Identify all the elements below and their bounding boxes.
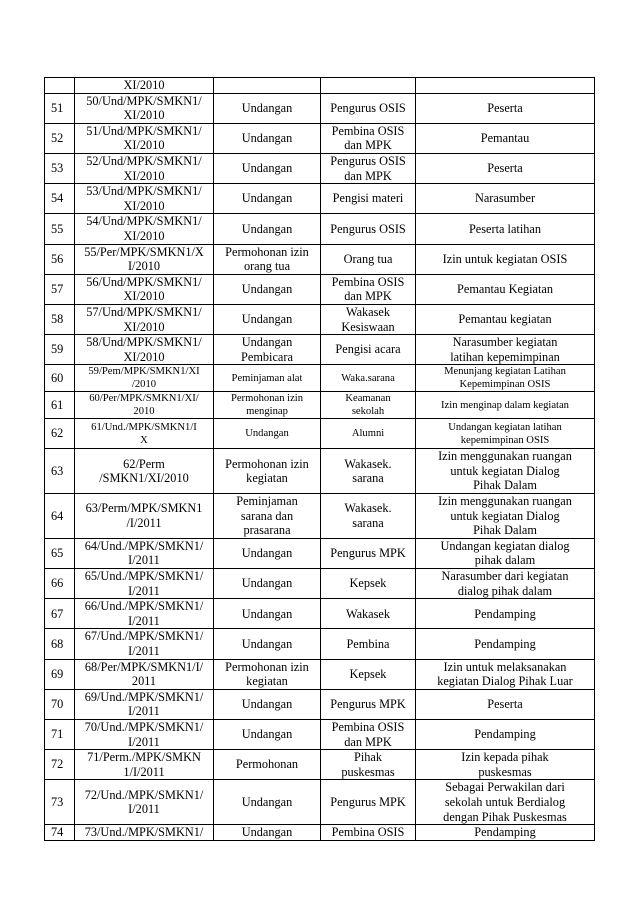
row-number-cell: 71 (45, 719, 75, 749)
description-cell: Izin menggunakan ruangan untuk kegiatan Dialog Pihak Dalam (416, 449, 595, 494)
row-number-cell: 63 (45, 449, 75, 494)
row-number-cell: 52 (45, 123, 75, 153)
letter-type-cell: Permohonan (214, 750, 321, 780)
table-row (45, 629, 595, 659)
description-cell: Pemantau Kegiatan (416, 274, 595, 304)
table-row (45, 93, 595, 123)
table-row (45, 365, 595, 392)
letter-number-cell: 58/Und/MPK/SMKN1/ XI/2010 (75, 335, 214, 365)
letter-number-cell: 67/Und./MPK/SMKN1/ I/2011 (75, 629, 214, 659)
table-row (45, 392, 595, 419)
letter-number-cell: 51/Und/MPK/SMKN1/ XI/2010 (75, 123, 214, 153)
letter-type-cell: Undangan (214, 569, 321, 599)
recipient-cell: Pengurus OSIS dan MPK (321, 153, 416, 183)
row-number-cell: 53 (45, 153, 75, 183)
recipient-cell: Wakasek. sarana (321, 449, 416, 494)
description-cell: Menunjang kegiatan Latihan Kepemimpinan OSIS (416, 365, 595, 392)
letter-type-cell: Undangan (214, 689, 321, 719)
row-number-cell: 67 (45, 599, 75, 629)
letter-number-cell: 68/Per/MPK/SMKN1/I/ 2011 (75, 659, 214, 689)
table-row (45, 494, 595, 539)
description-cell: Peserta (416, 689, 595, 719)
description-cell: Sebagai Perwakilan dari sekolah untuk Berdialog dengan Pihak Puskesmas (416, 780, 595, 825)
letter-number-cell: 72/Und./MPK/SMKN1/ I/2011 (75, 780, 214, 825)
row-number-cell: 62 (45, 419, 75, 449)
row-number-cell: 74 (45, 825, 75, 841)
letter-type-cell: Undangan (214, 214, 321, 244)
recipient-cell: Wakasek Kesiswaan (321, 304, 416, 334)
letter-type-cell: Peminjaman sarana dan prasarana (214, 494, 321, 539)
letter-number-cell: 60/Per/MPK/SMKN1/XI/ 2010 (75, 392, 214, 419)
recipient-cell: Pihak puskesmas (321, 750, 416, 780)
letters-table (44, 77, 595, 841)
table-row (45, 569, 595, 599)
recipient-cell: Kepsek (321, 569, 416, 599)
letter-type-cell: Permohonan izin menginap (214, 392, 321, 419)
letter-type-cell: Permohonan izin orang tua (214, 244, 321, 274)
row-number-cell: 51 (45, 93, 75, 123)
description-cell: Peserta (416, 93, 595, 123)
recipient-cell: Kepsek (321, 659, 416, 689)
table-row (45, 274, 595, 304)
recipient-cell: Orang tua (321, 244, 416, 274)
letter-type-cell: Undangan (214, 123, 321, 153)
description-cell (416, 78, 595, 94)
letter-type-cell: Undangan (214, 538, 321, 568)
row-number-cell: 72 (45, 750, 75, 780)
table-row (45, 335, 595, 365)
row-number-cell: 60 (45, 365, 75, 392)
letter-type-cell: Undangan (214, 153, 321, 183)
row-number-cell: 56 (45, 244, 75, 274)
table-row (45, 719, 595, 749)
table-row (45, 599, 595, 629)
description-cell: Izin untuk melaksanakan kegiatan Dialog Pihak Luar (416, 659, 595, 689)
letter-type-cell: Undangan (214, 629, 321, 659)
table-row (45, 214, 595, 244)
row-number-cell: 69 (45, 659, 75, 689)
description-cell: Peserta (416, 153, 595, 183)
description-cell: Undangan kegiatan latihan kepemimpinan OSIS (416, 419, 595, 449)
table-row (45, 244, 595, 274)
table-row (45, 78, 595, 94)
letter-number-cell: 63/Perm/MPK/SMKN1 /I/2011 (75, 494, 214, 539)
recipient-cell: Waka.sarana (321, 365, 416, 392)
description-cell: Pemantau kegiatan (416, 304, 595, 334)
table-row (45, 689, 595, 719)
description-cell: Pemantau (416, 123, 595, 153)
letter-type-cell: Undangan (214, 184, 321, 214)
description-cell: Peserta latihan (416, 214, 595, 244)
table-row (45, 538, 595, 568)
row-number-cell: 54 (45, 184, 75, 214)
description-cell: Narasumber (416, 184, 595, 214)
table-row (45, 419, 595, 449)
row-number-cell: 61 (45, 392, 75, 419)
letter-type-cell: Undangan (214, 93, 321, 123)
letter-number-cell: 64/Und./MPK/SMKN1/ I/2011 (75, 538, 214, 568)
letter-number-cell: 52/Und/MPK/SMKN1/ XI/2010 (75, 153, 214, 183)
letter-type-cell: Undangan (214, 825, 321, 841)
recipient-cell: Pengisi materi (321, 184, 416, 214)
recipient-cell: Wakasek. sarana (321, 494, 416, 539)
recipient-cell (321, 78, 416, 94)
letters-table-body (45, 78, 595, 841)
recipient-cell: Pengurus MPK (321, 538, 416, 568)
row-number-cell (45, 78, 75, 94)
letter-type-cell: Undangan (214, 304, 321, 334)
recipient-cell: Keamanan sekolah (321, 392, 416, 419)
row-number-cell: 64 (45, 494, 75, 539)
letter-number-cell: 57/Und/MPK/SMKN1/ XI/2010 (75, 304, 214, 334)
letter-type-cell: Undangan (214, 419, 321, 449)
letter-number-cell: 54/Und/MPK/SMKN1/ XI/2010 (75, 214, 214, 244)
letter-number-cell: 70/Und./MPK/SMKN1/ I/2011 (75, 719, 214, 749)
description-cell: Izin kepada pihak puskesmas (416, 750, 595, 780)
row-number-cell: 59 (45, 335, 75, 365)
letter-type-cell: Permohonan izin kegiatan (214, 659, 321, 689)
letter-type-cell: Peminjaman alat (214, 365, 321, 392)
description-cell: Pendamping (416, 629, 595, 659)
recipient-cell: Alumni (321, 419, 416, 449)
letter-type-cell: Permohonan izin kegiatan (214, 449, 321, 494)
row-number-cell: 55 (45, 214, 75, 244)
letter-number-cell: 65/Und./MPK/SMKN1/ I/2011 (75, 569, 214, 599)
row-number-cell: 70 (45, 689, 75, 719)
letter-number-cell: 69/Und./MPK/SMKN1/ I/2011 (75, 689, 214, 719)
table-row (45, 825, 595, 841)
description-cell: Izin menggunakan ruangan untuk kegiatan Dialog Pihak Dalam (416, 494, 595, 539)
row-number-cell: 66 (45, 569, 75, 599)
description-cell: Izin menginap dalam kegiatan (416, 392, 595, 419)
table-row (45, 184, 595, 214)
letter-number-cell: 62/Perm /SMKN1/XI/2010 (75, 449, 214, 494)
description-cell: Pendamping (416, 719, 595, 749)
letter-number-cell: 50/Und/MPK/SMKN1/ XI/2010 (75, 93, 214, 123)
letter-number-cell: 73/Und./MPK/SMKN1/ (75, 825, 214, 841)
description-cell: Pendamping (416, 599, 595, 629)
recipient-cell: Pembina OSIS (321, 825, 416, 841)
description-cell: Pendamping (416, 825, 595, 841)
letter-number-cell: 61/Und./MPK/SMKN1/I X (75, 419, 214, 449)
letter-type-cell (214, 78, 321, 94)
letter-number-cell: 66/Und./MPK/SMKN1/ I/2011 (75, 599, 214, 629)
letter-type-cell: Undangan (214, 274, 321, 304)
letter-number-cell: XI/2010 (75, 78, 214, 94)
letter-type-cell: Undangan (214, 780, 321, 825)
letter-number-cell: 59/Pem/MPK/SMKN1/XI /2010 (75, 365, 214, 392)
row-number-cell: 57 (45, 274, 75, 304)
recipient-cell: Pembina OSIS dan MPK (321, 719, 416, 749)
recipient-cell: Pengurus OSIS (321, 93, 416, 123)
recipient-cell: Pengurus MPK (321, 780, 416, 825)
recipient-cell: Wakasek (321, 599, 416, 629)
letter-type-cell: Undangan (214, 599, 321, 629)
letter-number-cell: 55/Per/MPK/SMKN1/X I/2010 (75, 244, 214, 274)
table-row (45, 304, 595, 334)
recipient-cell: Pengurus OSIS (321, 214, 416, 244)
recipient-cell: Pembina (321, 629, 416, 659)
table-row (45, 449, 595, 494)
table-row (45, 780, 595, 825)
description-cell: Izin untuk kegiatan OSIS (416, 244, 595, 274)
description-cell: Undangan kegiatan dialog pihak dalam (416, 538, 595, 568)
row-number-cell: 73 (45, 780, 75, 825)
row-number-cell: 68 (45, 629, 75, 659)
recipient-cell: Pengisi acara (321, 335, 416, 365)
table-row (45, 123, 595, 153)
table-row (45, 153, 595, 183)
row-number-cell: 65 (45, 538, 75, 568)
recipient-cell: Pembina OSIS dan MPK (321, 123, 416, 153)
table-row (45, 750, 595, 780)
recipient-cell: Pengurus MPK (321, 689, 416, 719)
description-cell: Narasumber dari kegiatan dialog pihak dalam (416, 569, 595, 599)
letter-number-cell: 56/Und/MPK/SMKN1/ XI/2010 (75, 274, 214, 304)
letter-number-cell: 53/Und/MPK/SMKN1/ XI/2010 (75, 184, 214, 214)
letter-number-cell: 71/Perm./MPK/SMKN 1/I/2011 (75, 750, 214, 780)
table-row (45, 659, 595, 689)
row-number-cell: 58 (45, 304, 75, 334)
letter-type-cell: Undangan Pembicara (214, 335, 321, 365)
letter-type-cell: Undangan (214, 719, 321, 749)
description-cell: Narasumber kegiatan latihan kepemimpinan (416, 335, 595, 365)
recipient-cell: Pembina OSIS dan MPK (321, 274, 416, 304)
